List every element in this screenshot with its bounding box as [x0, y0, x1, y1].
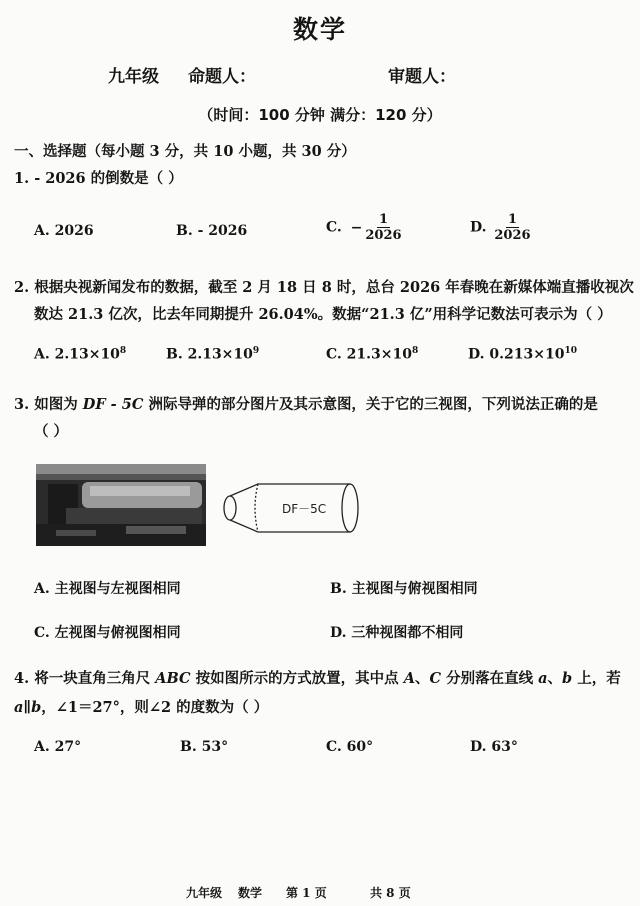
exam-time-info: （时间：100 分钟 满分：120 分） — [198, 106, 442, 124]
footer-page: 第 1 页 — [286, 886, 327, 900]
missile-diagram — [222, 476, 362, 544]
footer-subject: 数学 — [238, 886, 263, 900]
missile-photo — [36, 464, 206, 546]
fraction: $\frac{1}{2026}$ — [365, 212, 402, 243]
question-3-line-2: （ ） — [34, 423, 69, 440]
question-4-line-1: 4. 将一块直角三角尺 ABC 按如图所示的方式放置，其中点 A、C 分别落在直线 a、b 上，若 — [14, 670, 621, 687]
grade-label: 九年级 — [108, 67, 159, 87]
diagram-label: DF－5C — [282, 502, 327, 516]
question-3-line-1: 3. 如图为 DF - 5C 洲际导弹的部分图片及其示意图，关于它的三视图，下列说法正确的是 — [14, 396, 598, 413]
q1-option-c: C. − $\frac{1}{2026}$ — [326, 212, 402, 243]
question-4-line-2: a∥b，∠1＝27°，则∠2 的度数为（ ） — [14, 699, 269, 716]
question-number: 3. — [14, 396, 30, 413]
question-number: 1. — [14, 170, 30, 187]
q1-option-d: D. $\frac{1}{2026}$ — [470, 212, 531, 243]
setter-label: 命题人： — [188, 67, 256, 87]
q3-option-a: A. 主视图与左视图相同 — [34, 581, 181, 597]
q2-option-d: D. $0.213\times 10^{10}$ — [468, 346, 577, 363]
q4-option-a: A. 27° — [34, 739, 82, 755]
q2-option-b: B. $2.13\times 10^9$ — [166, 346, 260, 363]
question-number: 4. — [14, 670, 30, 687]
question-2-line-2: 数达 21.3 亿次，比去年同期提升 26.04%。数据“21.3 亿”用科学记数法可表示为（ ） — [34, 306, 612, 323]
question-text: - 2026 的倒数是（ ） — [29, 170, 183, 187]
q3-option-b: B. 主视图与俯视图相同 — [330, 581, 478, 597]
footer-total: 共 8 页 — [370, 886, 411, 900]
question-number: 2. — [14, 279, 30, 296]
q4-option-c: C. 60° — [326, 739, 374, 755]
question-1 — [14, 167, 183, 188]
q4-option-b: B. 53° — [180, 739, 229, 755]
q1-option-a: A. 2026 — [34, 223, 94, 239]
q2-option-c: C. $21.3\times 10^8$ — [326, 346, 419, 363]
footer-grade: 九年级 — [186, 886, 223, 900]
q3-option-c: C. 左视图与俯视图相同 — [34, 625, 181, 641]
q4-option-d: D. 63° — [470, 739, 518, 755]
section-title: 一、选择题（每小题 3 分，共 10 小题，共 30 分） — [14, 143, 356, 160]
reviewer-label: 审题人： — [388, 67, 456, 87]
fraction: $\frac{1}{2026}$ — [494, 212, 531, 243]
question-2-line-1: 2. 根据央视新闻发布的数据，截至 2 月 18 日 8 时，总台 2026 年春晚在新媒体端直播收视次 — [14, 279, 634, 296]
page-title: 数学 — [292, 15, 347, 44]
q1-option-b: B. - 2026 — [176, 223, 248, 239]
q2-option-a: A. $2.13\times 10^8$ — [34, 346, 127, 363]
q3-option-d: D. 三种视图都不相同 — [330, 625, 464, 641]
